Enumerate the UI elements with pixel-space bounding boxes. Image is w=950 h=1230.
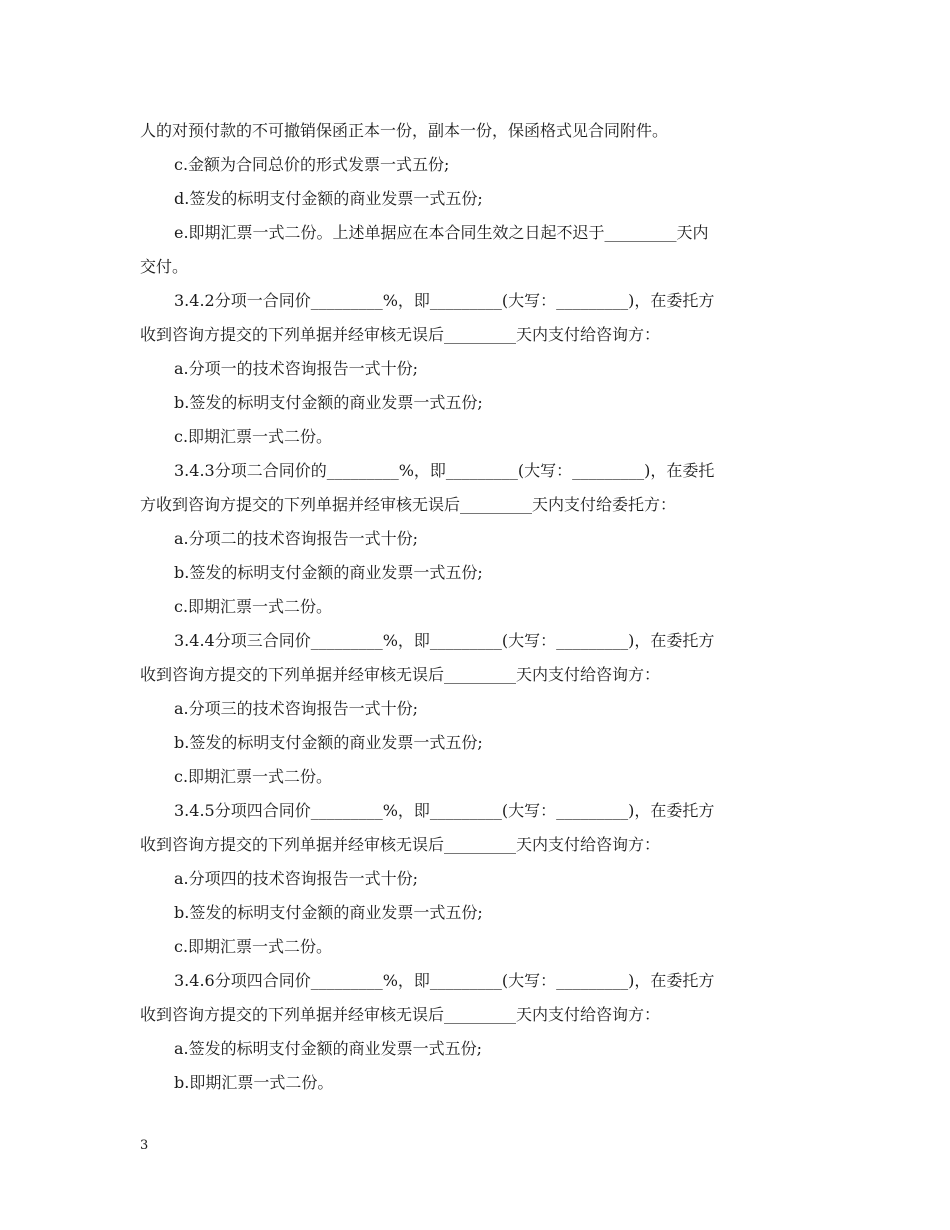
text-line: 收到咨询方提交的下列单据并经审核无误后_________天内支付给咨询方： (140, 325, 661, 344)
text-line: 交付。 (140, 257, 189, 276)
clause-3-4-6: 3.4.6分项四合同价_________%，即_________(大写：_________)，在委托方 (174, 971, 715, 990)
text-line: 人的对预付款的不可撤销保函正本一份，副本一份，保函格式见合同附件。 (140, 121, 669, 140)
clause-3-4-4: 3.4.4分项三合同价_________%，即_________(大写：_________)，在委托方 (174, 631, 715, 650)
text-line: b.签发的标明支付金额的商业发票一式五份; (174, 393, 483, 412)
text-line: b.签发的标明支付金额的商业发票一式五份; (174, 903, 483, 922)
text-line: c.即期汇票一式二份。 (174, 427, 333, 446)
text-line: a.签发的标明支付金额的商业发票一式五份; (174, 1039, 483, 1058)
text-line: c.即期汇票一式二份。 (174, 937, 333, 956)
text-line: 方收到咨询方提交的下列单据并经审核无误后_________天内支付给委托方： (140, 495, 677, 514)
text-line: a.分项一的技术咨询报告一式十份; (174, 359, 419, 378)
text-line: c.金额为合同总价的形式发票一式五份; (174, 155, 450, 174)
text-line: a.分项二的技术咨询报告一式十份; (174, 529, 419, 548)
text-line: 收到咨询方提交的下列单据并经审核无误后_________天内支付给咨询方： (140, 665, 661, 684)
text-line: b.签发的标明支付金额的商业发票一式五份; (174, 733, 483, 752)
clause-3-4-3: 3.4.3分项二合同价的_________%，即_________(大写：_________)，在委托 (174, 461, 715, 480)
text-line: 收到咨询方提交的下列单据并经审核无误后_________天内支付给咨询方： (140, 835, 661, 854)
page-number: 3 (140, 1138, 149, 1153)
text-line: 收到咨询方提交的下列单据并经审核无误后_________天内支付给咨询方： (140, 1005, 661, 1024)
text-line: c.即期汇票一式二份。 (174, 767, 333, 786)
text-line: a.分项四的技术咨询报告一式十份; (174, 869, 419, 888)
clause-3-4-5: 3.4.5分项四合同价_________%，即_________(大写：_________)，在委托方 (174, 801, 715, 820)
document-body (140, 114, 812, 1100)
text-line: b.即期汇票一式二份。 (174, 1073, 334, 1092)
text-line: d.签发的标明支付金额的商业发票一式五份; (174, 189, 483, 208)
text-line: e.即期汇票一式二份。上述单据应在本合同生效之日起不迟于_________天内 (174, 223, 709, 242)
text-line: a.分项三的技术咨询报告一式十份; (174, 699, 419, 718)
text-line: b.签发的标明支付金额的商业发票一式五份; (174, 563, 483, 582)
clause-3-4-2: 3.4.2分项一合同价_________%，即_________(大写：_________)，在委托方 (174, 291, 715, 310)
text-line: c.即期汇票一式二份。 (174, 597, 333, 616)
